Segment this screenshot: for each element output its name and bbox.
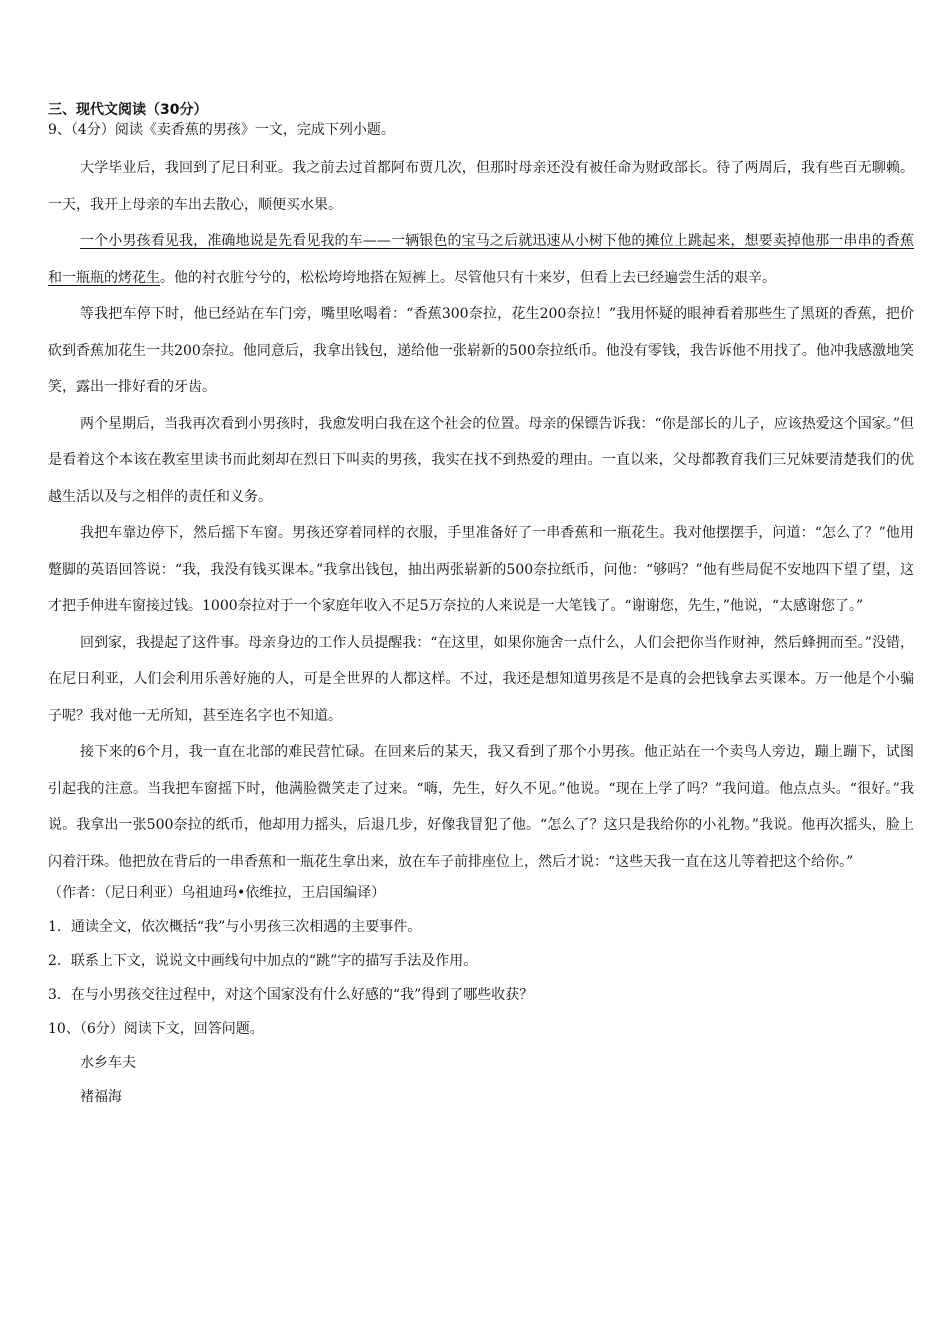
question-10-header: 10、（6分）阅读下文，回答问题。 [48, 1021, 264, 1037]
passage-paragraph-2: 一个小男孩看见我，准确地说是先看见我的车——一辆银色的宝马之后就迅速从小树下他的摊位上跳起来，想要卖掉他那一串串的香蕉和一瓶瓶的烤花生。他的衬衣脏兮兮的，松松垮垮地搭在短裤上。尽管他只有十来岁，但看上去已经遍尝生活的艰辛。 [48, 233, 914, 286]
section-title: 三、现代文阅读（30分） [48, 102, 208, 118]
sub-question-1: 1．通读全文，依次概括“我”与小男孩三次相遇的主要事件。 [48, 919, 422, 935]
article-author: 褚福海 [80, 1089, 122, 1105]
author-credit: （作者：（尼日利亚）乌祖迪玛•依维拉，王启国编译） [48, 885, 386, 901]
sub-question-2: 2．联系上下文，说说文中画线句中加点的“跳”字的描写手法及作用。 [48, 953, 478, 969]
sub-question-3: 3．在与小男孩交往过程中，对这个国家没有什么好感的“我”得到了哪些收获？ [48, 987, 534, 1003]
passage-paragraph-3: 等我把车停下时，他已经站在车门旁，嘴里吆喝着：“香蕉300奈拉，花生200奈拉！”我用怀疑的眼神看着那些生了黑斑的香蕉，把价砍到香蕉加花生一共200奈拉。他同意后，我拿出钱包，递给他一张崭新的500奈拉纸币。他没有零钱，我告诉他不用找了。他冲我感激地笑笑，露出一排好看的牙齿。 [48, 306, 914, 395]
question-9-header: 9、（4分）阅读《卖香蕉的男孩》一文，完成下列小题。 [48, 122, 395, 138]
passage-paragraph-5: 我把车靠边停下，然后摇下车窗。男孩还穿着同样的衣服，手里准备好了一串香蕉和一瓶花生。我对他摆摆手，问道：“怎么了？”他用蹩脚的英语回答说：“我，我没有钱买课本。”我拿出钱包，抽出两张崭新的500奈拉纸币，问他：“够吗？”他有些局促不安地四下望了望，这才把手伸进车窗接过钱。1000奈拉对于一个家庭年收入不足5万奈拉的人来说是一大笔钱了。“谢谢您，先生，”他说，“太感谢您了。” [48, 525, 914, 614]
passage-paragraph-1: 大学毕业后，我回到了尼日利亚。我之前去过首都阿布贾几次，但那时母亲还没有被任命为财政部长。待了两周后，我有些百无聊赖。一天，我开上母亲的车出去散心，顺便买水果。 [48, 160, 914, 213]
passage-paragraph-4: 两个星期后，当我再次看到小男孩时，我愈发明白我在这个社会的位置。母亲的保镖告诉我：“你是部长的儿子，应该热爱这个国家。”但是看着这个本该在教室里读书而此刻却在烈日下叫卖的男孩，我实在找不到热爱的理由。一直以来，父母都教育我们三兄妹要清楚我们的优越生活以及与之相伴的责任和义务。 [48, 415, 914, 505]
passage-paragraph-7: 接下来的6个月，我一直在北部的难民营忙碌。在回来后的某天，我又看到了那个小男孩。他正站在一个卖鸟人旁边，蹦上蹦下，试图引起我的注意。当我把车窗摇下时，他满脸微笑走了过来。“嗨，先生，好久不见。”他说。“现在上学了吗？”我问道。他点点头。“很好。”我说。我拿出一张500奈拉的纸币，他却用力摇头，后退几步，好像我冒犯了他。“怎么了？这只是我给你的小礼物。”我说。他再次摇头，脸上闪着汗珠。他把放在背后的一串香蕉和一瓶花生拿出来，放在车子前排座位上，然后才说：“这些天我一直在这儿等着把这个给你。” [48, 744, 914, 870]
passage-paragraph-6: 回到家，我提起了这件事。母亲身边的工作人员提醒我：“在这里，如果你施舍一点什么，人们会把你当作财神，然后蜂拥而至。”没错，在尼日利亚，人们会利用乐善好施的人，可是全世界的人都这样。不过，我还是想知道男孩是不是真的会把钱拿去买课本。万一他是个小骗子呢？我对他一无所知，甚至连名字也不知道。 [48, 634, 914, 724]
exam-page [48, 100, 914, 1114]
passage [48, 150, 914, 880]
underlined-sentence: 一个小男孩看见我，准确地说是先看见我的车——一辆银色的宝马之后就迅速从小树下他的摊位上跳起来，想要卖掉他那一串串的香蕉和一瓶瓶的烤花生 [48, 233, 914, 286]
article-title: 水乡车夫 [80, 1055, 136, 1071]
